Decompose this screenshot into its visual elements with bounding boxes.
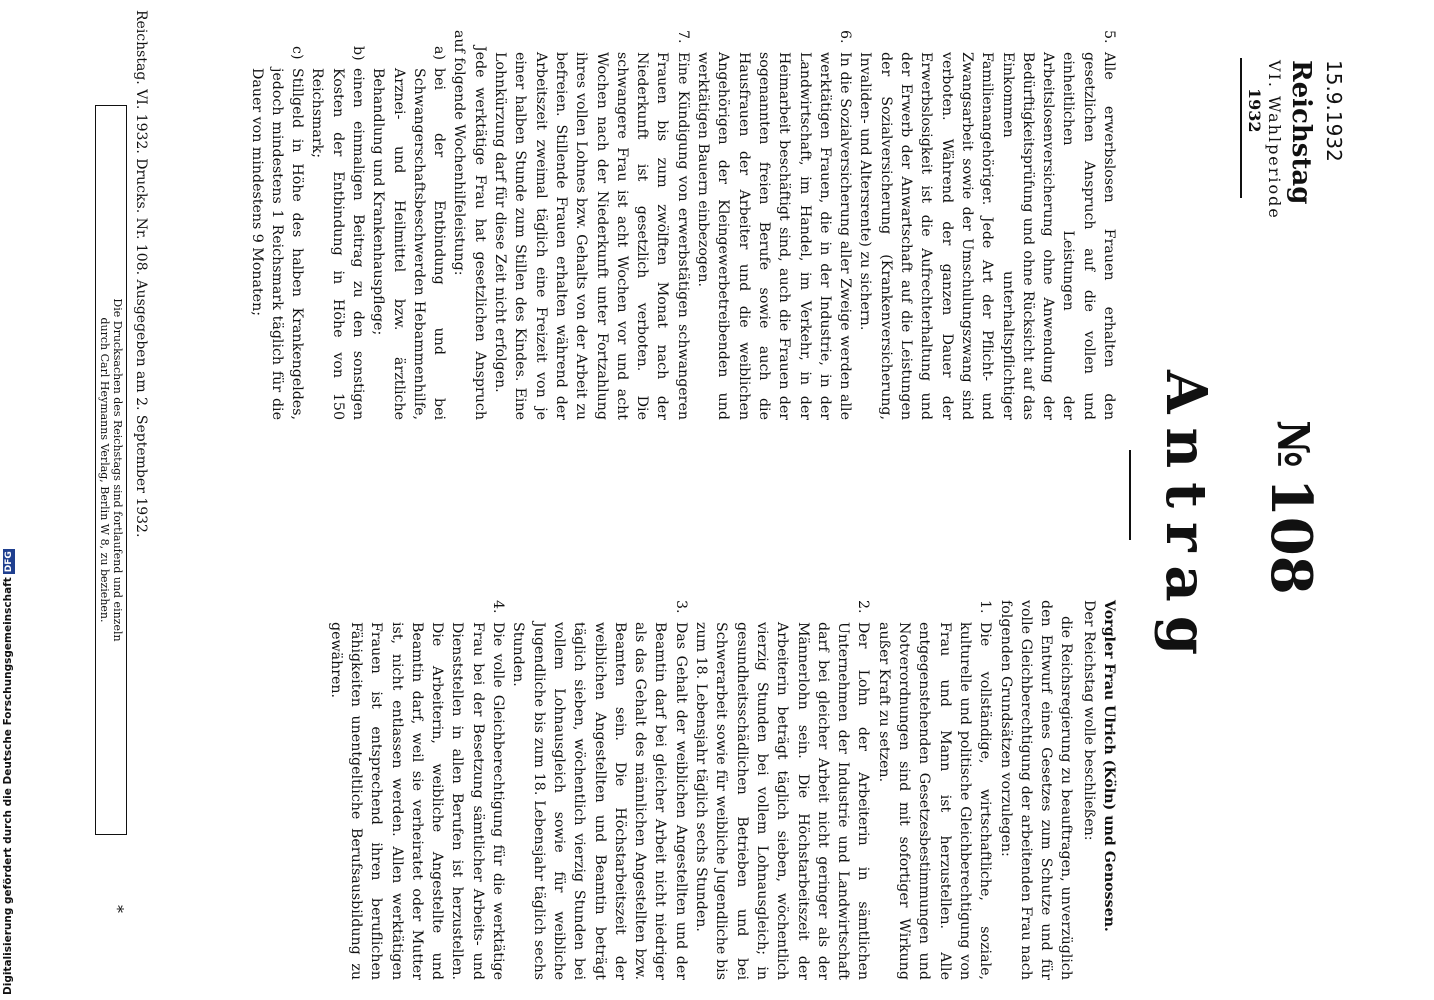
document-title: Antrag	[1153, 370, 1219, 669]
header-wahlperiode: VI. Wahlperiode	[1265, 60, 1284, 220]
sub-item: b) einen einmaligen Beitrag zu den sonstigen Kosten der Entbindung in Höhe von 150 Reichsmark;	[309, 46, 367, 420]
number-sign: №	[1267, 420, 1318, 468]
left-column	[325, 600, 1119, 980]
footer-notice	[95, 105, 127, 835]
stamp-date: 15.9.1932	[1322, 60, 1346, 162]
credit-text: Digitalisierung gefördert durch die Deutsche Forschungsgemeinschaft	[2, 577, 14, 995]
dfg-logo: DFG	[4, 551, 14, 573]
submitters: Vorgler Frau Ulrich (Köln) und Genossen.	[1101, 600, 1117, 932]
title-rule	[1129, 450, 1131, 540]
sub-item: a) bei der Entbindung und bei Schwangerschaftsbeschwerden Hebammenhilfe, Arznei- und Heilmittel bzw. ärztliche Behandlung und Krankenhauspflege;	[370, 46, 448, 420]
footer-star: *	[108, 905, 127, 913]
list-item: 3. Das Gehalt der weiblichen Angestellten und der Beamtin darf bei gleicher Arbeit nicht niedriger als das Gehalt des männlichen Angestellten bzw. Beamten sein. Die Höchstarbeitszeit der weiblichen Angestellten und Beamtin beträgt täglich sieben, wöchentlich vierzig Stunden bei vollem Lohnausgleich sowie für weibliche Jugendliche bis zum 18. Lebensjahr täglich sechs Stunden.	[510, 600, 689, 980]
header-year: 1932	[1245, 88, 1264, 133]
notice-line-2: durch Carl Heymanns Verlag, Berlin W 8, zu beziehen.	[98, 317, 111, 623]
list-item: 2. Der Lohn der Arbeiterin in sämtlichen Unternehmen der Industrie und Landwirtschaft darf bei gleicher Arbeit nicht geringer als der Männerlohn sein. Die Höchstarbeitszeit der Arbeiterin beträgt täglich sieben, wöchentlich vierzig Stunden bei vollem Lohnausgleich; in gesundheitsschädlichen Betrieben und bei Schwerarbeit sowie für weibliche Jugendliche bis zum 18. Lebensjahr täglich sechs Stunden.	[693, 600, 872, 980]
header-rule	[1240, 58, 1242, 198]
list-item: 7. Eine Kündigung von erwerbstätigen schwangeren Frauen bis zum zwölften Monat nach der Niederkunft ist gesetzlich verboten. Die schwangere Frau ist acht Wochen vor und acht Wochen nach der Niederkunft unter Fortzahlung ihres vollen Lohnes bzw. Gehalts von der Arbeit zu befreien. Stillende Frauen erhalten während der Arbeitszeit zweimal täglich eine Freizeit von je einer halben Stunde zum Stillen des Kindes. Eine Lohnkürzung darf für diese Zeit nicht erfolgen.	[492, 30, 691, 420]
document-number	[1258, 420, 1324, 595]
list-item: 4. Die volle Gleichberechtigung für die werktätige Frau bei der Besetzung sämtlicher Arbeits- und Dienststellen in allen Berufen ist herzustellen. Die Arbeiterin, weibliche Angestellte und Beamtin darf, weil sie verheiratet oder Mutter ist, nicht entlassen werden. Allen werktätigen Frauen ist entsprechend ihren beruflichen Fähigkeiten unentgeltliche Berufsausbildung zu gewähren.	[327, 600, 507, 980]
list-item: 6. In die Sozialversicherung aller Zweige werden alle werktätigen Frauen, die in der Industrie, in der Landwirtschaft, im Handel, im Verkehr, in der Heimarbeit beschäftigt sind, auch die Frauen der sogenannten freien Berufe sowie auch die Hausfrauen der Arbeiter und die weiblichen Angehörigen der Kleingewerbetreibenden und werktätigen Bauern einbezogen.	[695, 30, 854, 420]
number-value: 108	[1258, 477, 1324, 595]
header-reichstag: Reichstag	[1286, 60, 1316, 205]
lead-paragraph: die Reichsregierung zu beauftragen, unverzüglich den Entwurf eines Gesetzes zum Schutze und für volle Gleichberechtigung der arbeitenden Frau nach folgenden Grundsätzen vorzulegen:	[997, 600, 1075, 980]
claim-intro: Jede werktätige Frau hat gesetzlichen Anspruch auf folgende Wochenhilfeleistung:	[451, 30, 488, 420]
right-column	[246, 30, 1119, 420]
intro-line: Der Reichstag wolle beschließen:	[1080, 600, 1097, 841]
list-item: 1. Die vollständige, wirtschaftliche, soziale, kulturelle und politische Gleichberechtigung von Frau und Mann ist herzustellen. Alle entgegenstehenden Gesetzesbestimmungen und Notverordnungen sind mit sofortiger Wirkung außer Kraft zu setzen.	[875, 600, 994, 980]
sub-item: c) Stillgeld in Höhe des halben Krankengeldes, jedoch mindestens 1 Reichsmark täglich für die Dauer von mindestens 9 Monaten;	[248, 46, 306, 420]
notice-line-1: Die Drucksachen des Reichstags sind fortlaufend und einzeln	[111, 298, 124, 642]
footer-line: Reichstag. VI. 1932. Drucks. Nr. 108. Ausgegeben am 2. September 1932.	[133, 10, 149, 538]
list-item: 5. Alle erwerbslosen Frauen erhalten den gesetzlichen Anspruch auf die vollen und einheitlichen Leistungen der Arbeitslosenversicherung ohne Anwendung der Bedürftigkeitsprüfung und ohne Rücksicht auf das Einkommen unterhaltspflichtiger Familienangehöriger. Jede Art der Pflicht- und Zwangsarbeit sowie der Umschulungszwang sind verboten. Während der ganzen Dauer der Erwerbslosigkeit ist die Aufrechterhaltung und der Erwerb der Anwartschaft auf die Leistungen der Sozialversicherung (Krankenversicherung, Invaliden- und Altersrente) zu sichern.	[857, 30, 1117, 420]
